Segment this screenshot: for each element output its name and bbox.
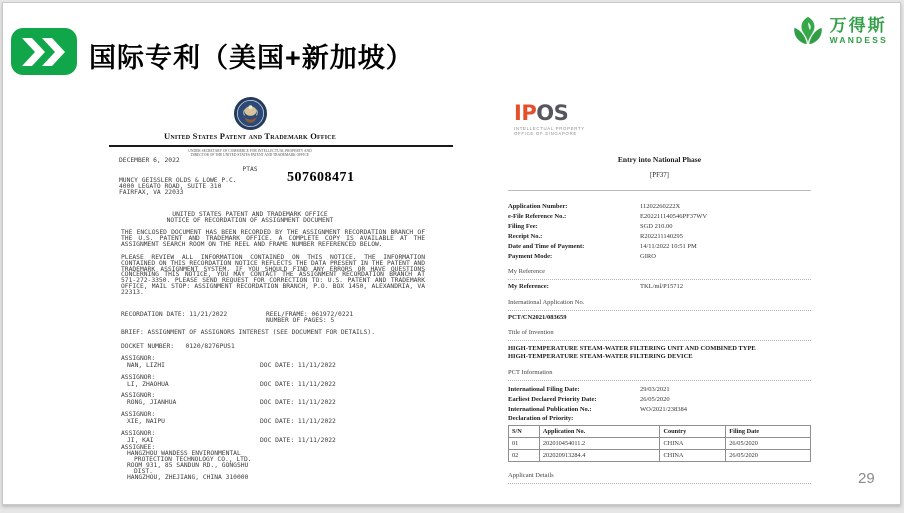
assignee-line: DIST. — [134, 468, 153, 476]
notice-title-line2: NOTICE OF RECORDATION OF ASSIGNMENT DOCUMENT — [166, 217, 334, 224]
form-field — [508, 213, 811, 220]
pct-field — [508, 406, 811, 413]
cell-filing-date: 26/05/2020 — [726, 450, 811, 462]
field-label: International Filing Date: — [508, 386, 580, 393]
uspto-office-name: United States Patent and Trademark Office — [163, 131, 337, 141]
form-field — [508, 223, 811, 230]
assignor-doc-date: DOC DATE: 11/11/2022 — [260, 398, 336, 406]
col-application-no: Application No. — [539, 426, 660, 438]
form-code: [PF37] — [650, 172, 669, 179]
pct-field — [508, 396, 811, 403]
cell-sn: 02 — [509, 450, 540, 462]
assignor-doc-date: DOC DATE: 11/11/2022 — [260, 436, 336, 444]
cell-country: CHINA — [660, 450, 726, 462]
assignor-doc-date: DOC DATE: 11/11/2022 — [260, 380, 336, 388]
divider — [508, 190, 811, 191]
cell-country: CHINA — [660, 438, 726, 450]
assignor-label: ASSIGNOR: — [121, 355, 156, 362]
wandess-logo — [791, 15, 888, 47]
assignee-line: HANGZHOU WANDESS ENVIRONMENTAL — [127, 450, 241, 458]
assignee-block — [121, 445, 252, 482]
assignee-line: PROTECTION TECHNOLOGY CO., LTD. — [134, 456, 252, 464]
reel-frame-block — [266, 312, 353, 325]
cell-filing-date: 26/05/2020 — [726, 438, 811, 450]
notice-paragraph-1: THE ENCLOSED DOCUMENT HAS BEEN RECORDED BY THE ASSIGNMENT RECORDATION BRANCH OF THE U.S. PATENT AND TRADEMARK OFFICE. A COMPLETE COPY IS AVAILABLE AT THE ASSIGNMENT SEARCH ROOM ON THE REEL AND FRAME NUMBER REFERENCED BELOW. — [121, 229, 425, 248]
assignor-block — [121, 356, 451, 369]
cell-application-no: 202020913284.4 — [539, 450, 660, 462]
assignor-block — [121, 375, 451, 388]
slide — [2, 2, 901, 505]
invention-title: HIGH-TEMPERATURE STEAM-WATER FILTERING UNIT AND COMBINED TYPE HIGH-TEMPERATURE STEAM-WATER FILTERING DEVICE — [508, 345, 756, 360]
recipient-line3: FAIRFAX, VA 22033 — [119, 189, 184, 197]
brand-name-en: WANDESS — [829, 35, 888, 46]
uspto-sub-line1: UNDER SECRETARY OF COMMERCE FOR INTELLECTUAL PROPERTY AND — [188, 148, 312, 153]
section-title-of-invention: Title of Invention — [508, 329, 811, 341]
docket-number: DOCKET NUMBER: 0120/8276PUS1 — [121, 343, 235, 350]
col-sn: S/N — [509, 426, 540, 438]
uspto-document — [109, 93, 453, 493]
field-value: 14/11/2022 10:51 PM — [640, 243, 697, 250]
pct-field — [508, 386, 811, 393]
intl-application-no: PCT/CN2021/083659 — [508, 314, 567, 321]
assignor-block — [121, 393, 451, 406]
uspto-sub-line2: DIRECTOR OF THE UNITED STATES PATENT AND TRADEMARK OFFICE — [190, 152, 310, 157]
recordation-date: RECORDATION DATE: 11/21/2022 — [121, 311, 228, 318]
field-label: e-File Reference No.: — [508, 213, 567, 220]
field-value: E202211140546PF37WV — [640, 213, 708, 220]
my-reference-field — [508, 283, 811, 290]
table-row — [509, 438, 811, 450]
field-label: Filing Fee: — [508, 223, 538, 230]
ipos-sub-line2: OFFICE OF SINGAPORE — [514, 130, 577, 136]
reel-frame: REEL/FRAME: 061972/0221 — [266, 311, 354, 318]
cell-application-no: 202010454011.2 — [539, 438, 660, 450]
ipos-sub-line1: INTELLECTUAL PROPERTY — [514, 125, 585, 131]
field-label: Payment Mode: — [508, 253, 553, 260]
assignor-name: LI, ZHAOHUA — [127, 380, 169, 388]
brief-line: BRIEF: ASSIGNMENT OF ASSIGNORS INTEREST (SEE DOCUMENT FOR DETAILS). — [121, 329, 376, 336]
field-value: WO/2021/238384 — [640, 406, 687, 413]
ptas-code: PTAS — [242, 166, 258, 173]
ipos-wordmark — [514, 103, 585, 124]
field-label: My Reference: — [508, 283, 549, 290]
brand-name-cn: 万得斯 — [829, 16, 887, 36]
ipos-logo — [514, 103, 585, 136]
page-number: 29 — [858, 470, 875, 487]
ipos-os: OS — [536, 101, 569, 125]
cell-sn: 01 — [509, 438, 540, 450]
field-value: SGD 210.00 — [640, 223, 673, 230]
document-number: 507608471 — [287, 170, 355, 185]
ipos-document — [508, 98, 811, 490]
form-field — [508, 243, 811, 250]
number-of-pages: NUMBER OF PAGES: 5 — [266, 317, 335, 325]
assignor-name: NAN, LIZHI — [127, 361, 165, 369]
field-label: Receipt No.: — [508, 233, 543, 240]
assignor-block — [121, 431, 451, 444]
letter-date: DECEMBER 6, 2022 — [119, 157, 180, 164]
section-intl-application: International Application No. — [508, 299, 811, 311]
ipos-subtitle — [514, 126, 585, 136]
page-title: 国际专利（美国+新加坡） — [89, 43, 414, 73]
assignor-doc-date: DOC DATE: 11/11/2022 — [260, 361, 336, 369]
form-field — [508, 203, 811, 210]
table-row — [509, 450, 811, 462]
assignor-doc-date: DOC DATE: 11/11/2022 — [260, 417, 336, 425]
section-my-reference: My Reference — [508, 268, 811, 280]
assignor-name: RONG, JIANHUA — [127, 398, 177, 406]
recipient-address — [119, 178, 237, 197]
header-rule — [109, 145, 453, 147]
col-country: Country — [660, 426, 726, 438]
recipient-line2: 4000 LEGATO ROAD, SUITE 310 — [119, 183, 222, 191]
assignee-label: ASSIGNEE: — [121, 444, 156, 451]
wandess-plant-icon — [791, 15, 825, 47]
assignor-label: ASSIGNOR: — [121, 392, 156, 399]
recipient-line1: MUNCY GEISSLER OLDS & LOWE P.C. — [119, 177, 237, 184]
field-value: R202211140295 — [640, 233, 683, 240]
assignor-label: ASSIGNOR: — [121, 411, 156, 418]
assignor-label: ASSIGNOR: — [121, 430, 156, 437]
form-title: Entry into National Phase — [617, 155, 702, 164]
assignee-line: HANGZHOU, ZHEJIANG, CHINA 310000 — [127, 474, 249, 482]
field-value: TKL/ml/P15712 — [640, 283, 683, 290]
assignor-name: XIE, NAIPU — [127, 417, 165, 425]
assignor-label: ASSIGNOR: — [121, 374, 156, 381]
brand-text — [830, 17, 888, 45]
table-header-row — [509, 426, 811, 438]
field-value: 29/03/2021 — [640, 386, 670, 393]
field-label: Application Number: — [508, 203, 568, 210]
field-label: International Publication No.: — [508, 406, 592, 413]
uspto-eagle-seal-icon — [233, 96, 268, 131]
field-label: Date and Time of Payment: — [508, 243, 585, 250]
declaration-of-priority-label: Declaration of Priority: — [508, 415, 574, 422]
section-applicant-details: Applicant Details — [508, 472, 811, 484]
field-value: 26/05/2020 — [640, 396, 670, 403]
priority-table — [508, 425, 811, 462]
notice-title — [109, 212, 391, 224]
notice-paragraph-2: PLEASE REVIEW ALL INFORMATION CONTAINED ON THIS NOTICE. THE INFORMATION CONTAINED ON THIS RECORDATION NOTICE REFLECTS THE DATA PRESENT IN THE PATENT AND TRADEMARK ASSIGNMENT SYSTEM. IF YOU SHOULD FIND ANY ERRORS OR HAVE QUESTIONS CONCERNING THIS NOTICE, YOU MAY CONTACT THE ASSIGNMENT RECORDATION BRANCH AT 571-272-3350. PLEASE SEND REQUEST FOR CORRECTION TO: U.S. PATENT AND TRADEMARK OFFICE, MAIL STOP: ASSIGNMENT RECORDATION BRANCH, P.O. BOX 1450, ALEXANDRIA, VA 22313. — [121, 254, 425, 296]
double-chevron-icon — [11, 28, 77, 75]
section-pct-information: PCT Information — [508, 369, 811, 381]
notice-title-line1: UNITED STATES PATENT AND TRADEMARK OFFICE — [172, 211, 328, 218]
form-field — [508, 253, 811, 260]
field-value: GIRO — [640, 253, 656, 260]
chevron-right-icon — [21, 37, 67, 67]
assignor-name: JI, KAI — [127, 436, 154, 444]
ipos-ip: IP — [514, 101, 537, 125]
assignor-block — [121, 412, 451, 425]
field-value: 11202260222X — [640, 203, 681, 210]
field-label: Earliest Declared Priority Date: — [508, 396, 597, 403]
assignee-line: ROOM 931, 85 SANDUN RD., GONGSHU — [127, 462, 249, 470]
uspto-office-subtitle — [109, 149, 391, 157]
col-filing-date: Filing Date — [726, 426, 811, 438]
form-field — [508, 233, 811, 240]
